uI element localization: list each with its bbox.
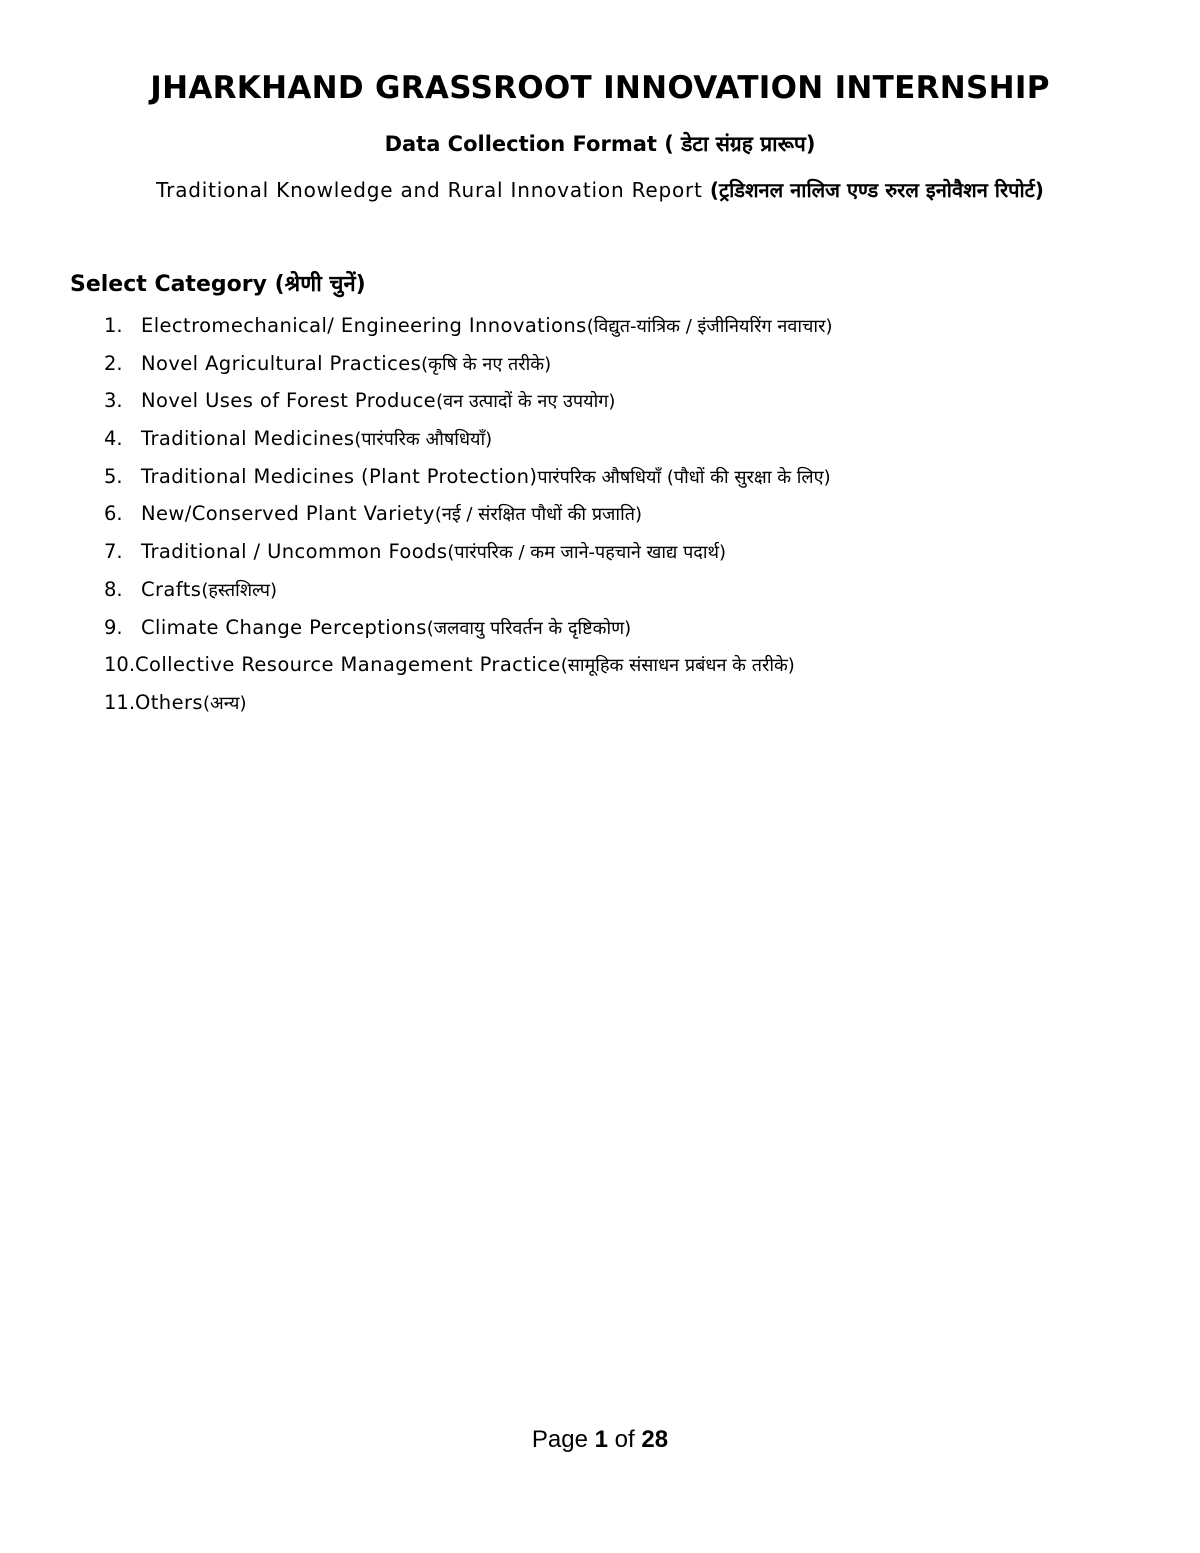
category-number: 7. bbox=[104, 540, 123, 564]
category-label-hindi: (सामूहिक संसाधन प्रबंधन के तरीके) bbox=[560, 655, 795, 677]
document-title: JHARKHAND GRASSROOT INNOVATION INTERNSHIP bbox=[150, 70, 1050, 106]
report-line bbox=[0, 176, 1200, 203]
page-footer bbox=[0, 1426, 1200, 1454]
category-number: 9. bbox=[104, 615, 123, 639]
category-number: 4. bbox=[104, 427, 123, 451]
category-item-traditional-medicines bbox=[104, 427, 832, 465]
category-label-hindi: (विद्युत-यांत्रिक / इंजीनियरिंग नवाचार) bbox=[586, 316, 833, 337]
category-label-english: Collective Resource Management Practice bbox=[135, 653, 561, 677]
category-number: 8. bbox=[104, 577, 123, 601]
category-label-english: Electromechanical/ Engineering Innovations bbox=[141, 314, 587, 337]
report-title-english: Traditional Knowledge and Rural Innovation Report bbox=[156, 178, 710, 202]
category-item-others bbox=[104, 691, 832, 729]
category-item-plant-protection bbox=[104, 465, 832, 503]
category-label-hindi: (नई / संरक्षित पौधों की प्रजाति) bbox=[434, 504, 643, 526]
category-list bbox=[104, 314, 832, 729]
category-label-hindi: पारंपरिक औषधियाँ (पौधों की सुरक्षा के लिए) bbox=[537, 466, 831, 488]
page-total: 28 bbox=[641, 1426, 669, 1453]
category-number: 11. bbox=[104, 690, 136, 714]
category-label-english: Novel Uses of Forest Produce bbox=[141, 389, 437, 413]
category-label-english: Traditional / Uncommon Foods bbox=[141, 540, 448, 564]
category-label-english: Traditional Medicines (Plant Protection) bbox=[141, 464, 538, 488]
category-label-hindi: (जलवायु परिवर्तन के दृष्टिकोण) bbox=[426, 617, 632, 639]
category-item-plant-variety bbox=[104, 502, 832, 540]
select-category-heading: Select Category (श्रेणी चुनें) bbox=[70, 272, 366, 297]
category-label-english: Crafts bbox=[141, 577, 202, 601]
category-number: 1. bbox=[104, 314, 123, 337]
category-number: 5. bbox=[104, 464, 123, 488]
category-label-english: Traditional Medicines bbox=[141, 427, 355, 451]
document-subtitle: Data Collection Format ( डेटा संग्रह प्रारूप) bbox=[384, 132, 816, 156]
category-item-resource-management bbox=[104, 653, 832, 691]
category-item-electromechanical bbox=[104, 314, 832, 352]
category-label-hindi: (कृषि के नए तरीके) bbox=[421, 353, 552, 375]
category-number: 6. bbox=[104, 502, 123, 526]
category-label-hindi: (वन उत्पादों के नए उपयोग) bbox=[436, 391, 616, 413]
report-title-hindi: (ट्रडिशनल नालिज एण्ड रुरल इनोवैशन रिपोर्ट) bbox=[709, 178, 1044, 202]
category-number: 3. bbox=[104, 389, 123, 413]
category-item-climate-change bbox=[104, 616, 832, 654]
category-label-english: Climate Change Perceptions bbox=[141, 615, 427, 639]
category-label-english: Others bbox=[135, 690, 203, 714]
category-label-hindi: (पारंपरिक औषधियाँ) bbox=[354, 429, 493, 451]
page-word: Page bbox=[531, 1426, 595, 1453]
category-label-hindi: (हस्तशिल्प) bbox=[201, 579, 278, 601]
category-item-forest-produce bbox=[104, 389, 832, 427]
category-label-hindi: (पारंपरिक / कम जाने-पहचाने खाद्य पदार्थ) bbox=[447, 542, 727, 564]
page-current: 1 bbox=[594, 1426, 608, 1453]
category-item-crafts bbox=[104, 578, 832, 616]
category-item-uncommon-foods bbox=[104, 540, 832, 578]
category-number: 10. bbox=[104, 653, 136, 677]
category-item-agricultural-practices bbox=[104, 352, 832, 390]
category-label-english: New/Conserved Plant Variety bbox=[141, 502, 435, 526]
category-label-hindi: (अन्य) bbox=[202, 692, 247, 714]
category-number: 2. bbox=[104, 351, 123, 375]
category-label-english: Novel Agricultural Practices bbox=[141, 351, 422, 375]
of-word: of bbox=[608, 1426, 642, 1453]
